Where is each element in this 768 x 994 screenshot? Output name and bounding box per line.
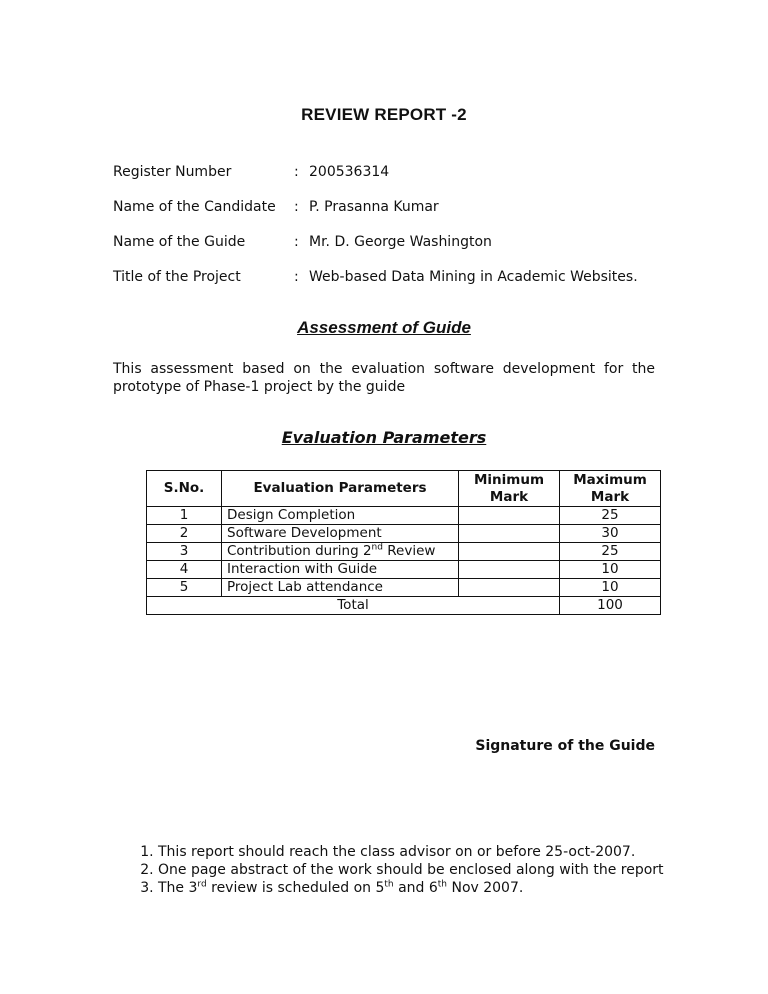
sno-cell: 3 (147, 543, 222, 561)
max-cell: 10 (560, 579, 661, 597)
param-text: Review (382, 543, 436, 559)
min-cell (459, 561, 560, 579)
sno-cell: 2 (147, 525, 222, 543)
sno-cell: 5 (147, 579, 222, 597)
sno-cell: 4 (147, 561, 222, 579)
table-row (147, 525, 661, 543)
max-cell: 30 (560, 525, 661, 543)
table-row (147, 543, 661, 561)
evaluation-table (146, 470, 661, 615)
notes-list (113, 843, 664, 897)
total-label-cell: Total (147, 597, 560, 615)
min-cell (459, 543, 560, 561)
colon: : (294, 269, 299, 285)
colon: : (294, 199, 299, 215)
min-cell (459, 579, 560, 597)
register-number-value: 200536314 (309, 164, 390, 180)
header-sno: S.No. (147, 471, 222, 507)
min-cell (459, 525, 560, 543)
table-row (147, 579, 661, 597)
guide-name-value: Mr. D. George Washington (309, 234, 492, 250)
assessment-heading: Assessment of Guide (297, 318, 471, 337)
header-min-mark: Minimum Mark (459, 471, 560, 507)
candidate-name-label: Name of the Candidate (113, 199, 276, 215)
param-cell: Project Lab attendance (222, 579, 459, 597)
ordinal-suffix: nd (371, 542, 383, 553)
register-number-label: Register Number (113, 164, 232, 180)
max-cell: 25 (560, 507, 661, 525)
project-title-label: Title of the Project (113, 269, 241, 285)
colon: : (294, 164, 299, 180)
ordinal-suffix: th (384, 879, 394, 890)
note-text: review is scheduled on 5 (206, 880, 385, 896)
note-text: The 3 (158, 880, 198, 896)
ordinal-suffix: th (437, 879, 448, 890)
report-title: REVIEW REPORT -2 (301, 105, 467, 124)
note-text: Nov 2007. (447, 880, 524, 896)
max-cell: 10 (560, 561, 661, 579)
note-text: and 6 (393, 880, 438, 896)
table-total-row (147, 597, 661, 615)
param-text: Contribution during 2 (227, 543, 372, 559)
guide-signature-label: Signature of the Guide (475, 738, 655, 754)
colon: : (294, 234, 299, 250)
list-item (158, 879, 664, 897)
assessment-paragraph: This assessment based on the evaluation software development for the prototype of Phase-1 project by the guide (113, 361, 655, 395)
list-item: 2. One page abstract of the work should be enclosed along with the report (158, 861, 664, 879)
param-cell: Software Development (222, 525, 459, 543)
max-cell: 25 (560, 543, 661, 561)
min-cell (459, 507, 560, 525)
total-value-cell: 100 (560, 597, 661, 615)
param-cell: Interaction with Guide (222, 561, 459, 579)
evaluation-heading: Evaluation Parameters (281, 428, 487, 447)
table-row (147, 507, 661, 525)
table-row (147, 561, 661, 579)
param-cell (222, 543, 459, 561)
header-parameters: Evaluation Parameters (222, 471, 459, 507)
param-cell: Design Completion (222, 507, 459, 525)
project-title-value: Web-based Data Mining in Academic Websites. (309, 269, 638, 285)
list-item: 1. This report should reach the class advisor on or before 25-oct-2007. (158, 843, 664, 861)
guide-name-label: Name of the Guide (113, 234, 246, 250)
table-header-row (147, 471, 661, 507)
candidate-name-value: P. Prasanna Kumar (309, 199, 439, 215)
header-max-mark: Maximum Mark (560, 471, 661, 507)
ordinal-suffix: rd (197, 879, 207, 890)
sno-cell: 1 (147, 507, 222, 525)
